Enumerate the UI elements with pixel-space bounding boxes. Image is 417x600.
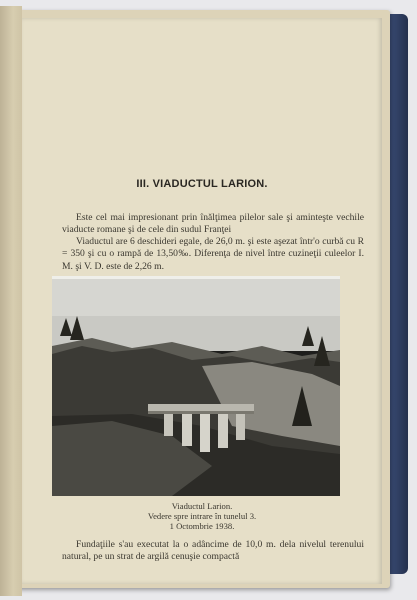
viaduct-photo — [52, 276, 340, 496]
photo-caption-view: Vedere spre intrare în tunelul 3. — [147, 511, 257, 521]
book-page — [22, 18, 382, 584]
photo-caption-title: Viaductul Larion. — [171, 501, 233, 511]
paragraph-specs: Viaductul are 6 deschideri egale, de 26,0 m. şi este aşezat într'o curbă cu R = 350 şi cu o rampă de 13,50‰. Diferenţa de nivel între cuzineţii culeelor I. M. şi V. D. este de 2,26 m. — [62, 236, 364, 272]
book-spine-edge — [0, 6, 22, 596]
paragraph-foundations: Fundaţiile s'au executat la o adâncime de 10,0 m. dela nivelul terenului natural, pe un strat de argilă cenuşie compactă — [62, 539, 364, 563]
paragraph-intro: Este cel mai impresionant prin înălţimea pilelor sale şi aminteşte vechile viaducte romane şi de cele din sudul Franţei — [62, 212, 364, 236]
section-heading: III. VIADUCTUL LARION. — [136, 178, 268, 190]
photo-caption-date: 1 Octombrie 1938. — [169, 521, 235, 531]
